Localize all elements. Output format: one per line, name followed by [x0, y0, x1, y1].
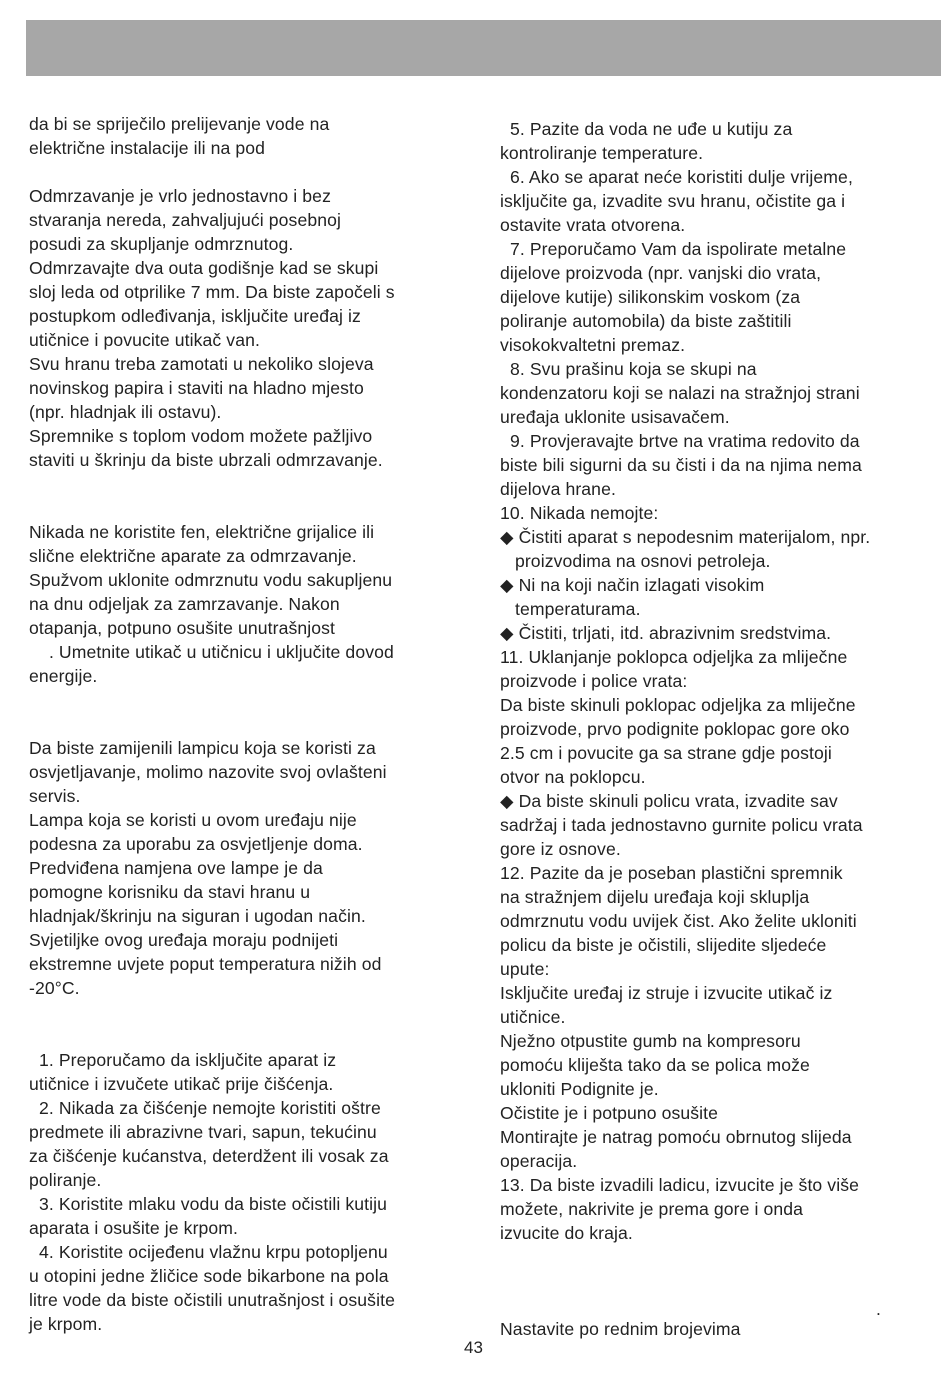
- text-line: podesna za uporabu za osvjetljenje doma.: [29, 834, 363, 854]
- text-line: Lampa koja se koristi u ovom uređaju nije: [29, 810, 357, 830]
- text-line: 2.5 cm i povucite ga sa strane gdje postoji: [500, 743, 832, 763]
- page-number: 43: [464, 1338, 483, 1357]
- text-line: hladnjak/škrinju na siguran i ugodan način.: [29, 906, 366, 926]
- blank-line: [29, 688, 469, 712]
- text-line: staviti u škrinju da biste ubrzali odmrzavanje.: [29, 450, 383, 470]
- text-line: 7. Preporučamo Vam da ispolirate metalne: [500, 239, 847, 259]
- text-line: Nikada ne koristite fen, električne grijalice ili: [29, 522, 375, 542]
- text-line: proizvodima na osnovi petroleja.: [500, 551, 771, 571]
- text-line: 13. Da biste izvadili ladicu, izvucite je što više: [500, 1175, 859, 1195]
- text-line: poliranje.: [29, 1170, 102, 1190]
- blank-line: [29, 712, 469, 736]
- header-bar: [26, 20, 941, 76]
- text-line: odmrznutu vodu uvijek čist. Ako želite ukloniti: [500, 911, 857, 931]
- text-line: aparata i osušite je krpom.: [29, 1218, 239, 1238]
- text-line: predmete ili abrazivne tvari, sapun, tekućinu: [29, 1122, 377, 1142]
- text-line: na dnu odjeljak za zamrzavanje. Nakon: [29, 594, 340, 614]
- text-line: 1. Preporučamo da isključite aparat iz: [29, 1050, 337, 1070]
- text-line: otvor na poklopcu.: [500, 767, 646, 787]
- blank-line: [29, 496, 469, 520]
- text-line: (npr. hladnjak ili ostavu).: [29, 402, 222, 422]
- text-line: dijelova hrane.: [500, 479, 616, 499]
- text-line: proizvode, prvo podignite poklopac gore oko: [500, 719, 850, 739]
- continue-dot: .: [876, 1299, 881, 1319]
- text-line: gore iz osnove.: [500, 839, 621, 859]
- text-line: 11. Uklanjanje poklopca odjeljka za mliječne: [500, 647, 848, 667]
- text-line: Da biste skinuli poklopac odjeljka za mliječne: [500, 695, 856, 715]
- text-line: temperaturama.: [500, 599, 641, 619]
- text-line: Odmrzavanje je vrlo jednostavno i bez: [29, 186, 331, 206]
- text-line: policu da biste je očistili, slijedite sljedeće: [500, 935, 827, 955]
- text-line: biste bili sigurni da su čisti i da na njima nema: [500, 455, 862, 475]
- blank-line: [500, 1269, 940, 1293]
- blank-line: [29, 160, 469, 184]
- text-line: ostavite vrata otvorena.: [500, 215, 686, 235]
- text-line: Spužvom uklonite odmrznutu vodu sakupljenu: [29, 570, 393, 590]
- text-line: sloj leda od otprilike 7 mm. Da biste započeli s: [29, 282, 395, 302]
- text-line: postupkom odleđivanja, isključite uređaj iz: [29, 306, 361, 326]
- text-line: proizvode i police vrata:: [500, 671, 688, 691]
- text-line: 5. Pazite da voda ne uđe u kutiju za: [500, 119, 793, 139]
- text-line: pomoću kliješta tako da se polica može: [500, 1055, 810, 1075]
- text-line: pomogne korisniku da stavi hranu u: [29, 882, 311, 902]
- text-line: Nježno otpustite gumb na kompresoru: [500, 1031, 801, 1051]
- text-line: 8. Svu prašinu koja se skupi na: [500, 359, 757, 379]
- text-line: dijelove kutije) silikonskim voskom (za: [500, 287, 801, 307]
- text-line: ukloniti Podignite je.: [500, 1079, 659, 1099]
- text-line: novinskog papira i staviti na hladno mjesto: [29, 378, 364, 398]
- text-line: kontroliranje temperature.: [500, 143, 704, 163]
- blank-line: [29, 1024, 469, 1048]
- text-line: . Umetnite utikač u utičnicu i uključite dovod: [29, 642, 394, 662]
- text-line: ◆ Čistiti aparat s nepodesnim materijalom, npr.: [500, 527, 871, 547]
- text-line: Isključite uređaj iz struje i izvucite utikač iz: [500, 983, 833, 1003]
- text-line: utičnice i izvučete utikač prije čišćenja.: [29, 1074, 334, 1094]
- text-line: kondenzatoru koji se nalazi na stražnjoj strani: [500, 383, 860, 403]
- text-line: 2. Nikada za čišćenje nemojte koristiti oštre: [29, 1098, 381, 1118]
- text-line: energije.: [29, 666, 98, 686]
- text-line: da bi se spriječilo prelijevanje vode na: [29, 114, 330, 134]
- text-line: visokokvaltetni premaz.: [500, 335, 686, 355]
- text-line: 9. Provjeravajte brtve na vratima redovito da: [500, 431, 860, 451]
- text-line: za čišćenje kućanstva, deterdžent ili vosak za: [29, 1146, 389, 1166]
- text-line: slične električne aparate za odmrzavanje.: [29, 546, 357, 566]
- text-line: litre vode da biste očistili unutrašnjost i osušite: [29, 1290, 395, 1310]
- text-line: operacija.: [500, 1151, 578, 1171]
- text-line: 12. Pazite da je poseban plastični spremnik: [500, 863, 843, 883]
- text-line: utičnice i povucite utikač van.: [29, 330, 260, 350]
- text-line: Spremnike s toplom vodom možete pažljivo: [29, 426, 373, 446]
- text-line: sadržaj i tada jednostavno gurnite policu vrata: [500, 815, 863, 835]
- text-line: Odmrzavajte dva outa godišnje kad se skupi: [29, 258, 379, 278]
- blank-line: [500, 1293, 940, 1317]
- blank-line: [500, 1245, 940, 1269]
- left-column: [29, 112, 469, 1336]
- text-line: Svu hranu treba zamotati u nekoliko slojeva: [29, 354, 374, 374]
- text-line: poliranje automobila) da biste zaštitili: [500, 311, 792, 331]
- text-line: isključite ga, izvadite svu hranu, očistite ga i: [500, 191, 846, 211]
- text-line: Nastavite po rednim brojevima: [500, 1319, 741, 1339]
- right-column: [500, 117, 940, 1341]
- text-line: servis.: [29, 786, 81, 806]
- text-line: 6. Ako se aparat neće koristiti dulje vrijeme,: [500, 167, 853, 187]
- blank-line: [29, 472, 469, 496]
- text-line: 10. Nikada nemojte:: [500, 503, 659, 523]
- text-line: ◆ Čistiti, trljati, itd. abrazivnim sredstvima.: [500, 623, 832, 643]
- text-line: upute:: [500, 959, 550, 979]
- text-line: možete, nakrivite je prema gore i onda: [500, 1199, 804, 1219]
- text-line: Svjetiljke ovog uređaja moraju podnijeti: [29, 930, 339, 950]
- text-line: Da biste zamijenili lampicu koja se koristi za: [29, 738, 376, 758]
- text-line: utičnice.: [500, 1007, 566, 1027]
- text-line: izvucite do kraja.: [500, 1223, 633, 1243]
- text-line: ◆ Ni na koji način izlagati visokim: [500, 575, 765, 595]
- text-line: 4. Koristite ocijeđenu vlažnu krpu potopljenu: [29, 1242, 388, 1262]
- text-line: osvjetljavanje, molimo nazovite svoj ovlašteni: [29, 762, 387, 782]
- text-line: stvaranja nereda, zahvaljujući posebnoj: [29, 210, 341, 230]
- text-line: ◆ Da biste skinuli policu vrata, izvadite sav: [500, 791, 838, 811]
- text-line: otapanja, potpuno osušite unutrašnjost: [29, 618, 336, 638]
- text-line: je krpom.: [29, 1314, 103, 1334]
- text-line: Montirajte je natrag pomoću obrnutog slijeda: [500, 1127, 852, 1147]
- text-line: -20°C.: [29, 978, 80, 998]
- text-line: Očistite je i potpuno osušite: [500, 1103, 719, 1123]
- text-line: električne instalacije ili na pod: [29, 138, 266, 158]
- text-line: na stražnjem dijelu uređaja koji sklupljа: [500, 887, 810, 907]
- text-line: uređaja uklonite usisavačem.: [500, 407, 730, 427]
- text-line: u otopini jedne žličice sode bikarbone na pola: [29, 1266, 389, 1286]
- blank-line: [29, 1000, 469, 1024]
- text-line: ekstremne uvjete poput temperatura nižih od: [29, 954, 382, 974]
- text-line: 3. Koristite mlaku vodu da biste očistili kutiju: [29, 1194, 388, 1214]
- text-line: dijelove proizvoda (npr. vanjski dio vrata,: [500, 263, 822, 283]
- text-line: posudi za skupljanje odmrznutog.: [29, 234, 294, 254]
- text-line: Predviđena namjena ove lampe je da: [29, 858, 323, 878]
